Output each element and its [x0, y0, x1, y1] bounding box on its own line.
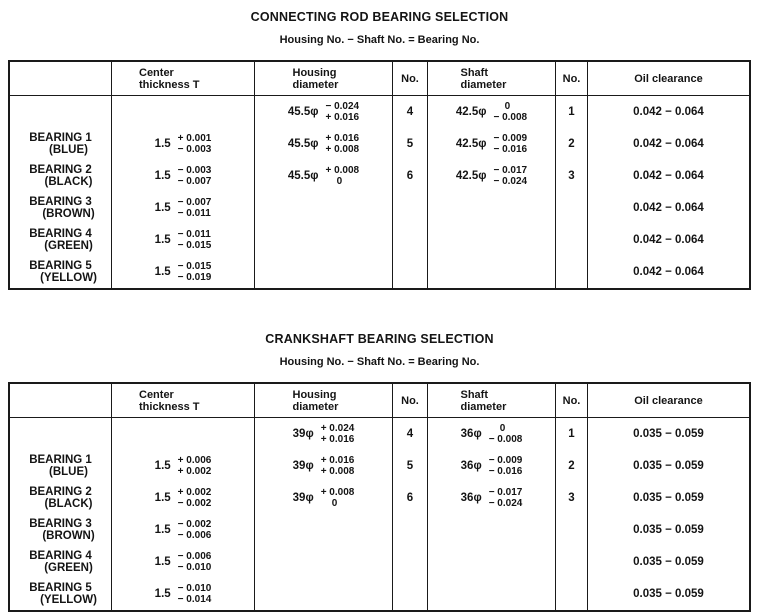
housing-diameter-cell: 45.5φ − 0.024 + 0.016: [287, 101, 360, 123]
thickness-cell: 1.5 − 0.010 − 0.014: [154, 583, 212, 605]
oil-clearance-cell: 0.042 − 0.064: [633, 234, 704, 246]
oil-clearance-cell: 0.035 − 0.059: [633, 524, 704, 536]
thickness-cell: 1.5 + 0.002 − 0.002: [154, 487, 212, 509]
page-title: CONNECTING ROD BEARING SELECTION: [250, 10, 509, 24]
empty-cell: [428, 192, 555, 224]
header-housing-diameter-label: Housing diameter: [292, 66, 339, 91]
thickness-cell: 1.5 − 0.006 − 0.010: [154, 551, 212, 573]
empty-cell: [556, 256, 587, 288]
empty-cell: [255, 224, 392, 256]
oil-clearance-cell: 0.035 − 0.059: [633, 588, 704, 600]
oil-clearance-cell: 0.042 − 0.064: [633, 202, 704, 214]
selection-formula-2: Housing No. − Shaft No. = Bearing No.: [279, 356, 480, 368]
housing-no-cell: 5: [406, 460, 414, 472]
header-housing-diameter: [255, 62, 393, 95]
table-header-row: [10, 384, 749, 418]
shaft-diameter-cell: 36φ 0 − 0.008: [460, 423, 523, 445]
bearing-3-label: BEARING 3 (BROWN): [29, 196, 95, 220]
empty-cell: [10, 418, 111, 450]
empty-cell: [393, 224, 427, 256]
header-housing-no: No.: [393, 62, 428, 95]
header-blank-cell: [10, 62, 112, 95]
empty-cell: [255, 546, 392, 578]
selection-formula: Housing No. − Shaft No. = Bearing No.: [279, 34, 480, 46]
empty-cell: [393, 546, 427, 578]
header-housing-diameter-label: Housing diameter: [292, 388, 339, 413]
oil-clearance-cell: 0.035 − 0.059: [633, 428, 704, 440]
crankshaft-section: [0, 332, 759, 612]
shaft-no-cell: 3: [568, 492, 575, 504]
bearing-2-label: BEARING 2 (BLACK): [29, 486, 93, 510]
bearing-4-label: BEARING 4 (GREEN): [29, 550, 93, 574]
connecting-rod-bearing-table: [8, 60, 751, 290]
shaft-diameter-column: [428, 96, 556, 288]
header-shaft-diameter-label: Shaft diameter: [460, 66, 507, 91]
housing-no-cell: 5: [406, 138, 414, 150]
center-thickness-column: [112, 96, 255, 288]
shaft-diameter-cell: 42.5φ 0 − 0.008: [455, 101, 528, 123]
empty-cell: [556, 224, 587, 256]
shaft-diameter-column: [428, 418, 556, 610]
oil-clearance-column: [588, 96, 749, 288]
shaft-no-cell: 1: [568, 106, 575, 118]
bearing-5-label: BEARING 5 (YELLOW): [29, 582, 97, 606]
empty-cell: [255, 256, 392, 288]
empty-cell: [393, 514, 427, 546]
oil-clearance-cell: 0.035 − 0.059: [633, 492, 704, 504]
shaft-diameter-cell: 42.5φ − 0.017 − 0.024: [455, 165, 528, 187]
housing-diameter-cell: 39φ + 0.008 0: [292, 487, 355, 509]
header-center-thickness-label: Center thickness T: [139, 66, 200, 91]
empty-cell: [255, 514, 392, 546]
header-shaft-diameter-label: Shaft diameter: [460, 388, 507, 413]
header-center-thickness: [112, 384, 255, 417]
shaft-no-column: [556, 96, 588, 288]
thickness-cell: 1.5 − 0.002 − 0.006: [154, 519, 212, 541]
page-title-2: CRANKSHAFT BEARING SELECTION: [265, 332, 494, 346]
empty-cell: [393, 256, 427, 288]
housing-diameter-column: [255, 418, 393, 610]
empty-cell: [428, 256, 555, 288]
shaft-no-cell: 2: [568, 138, 575, 150]
shaft-no-cell: 2: [568, 460, 575, 472]
crankshaft-bearing-table: [8, 382, 751, 612]
thickness-cell: 1.5 + 0.001 − 0.003: [154, 133, 212, 155]
table-header-row: [10, 62, 749, 96]
header-center-thickness: [112, 62, 255, 95]
center-thickness-column: [112, 418, 255, 610]
header-shaft-diameter: [428, 384, 556, 417]
empty-cell: [428, 546, 555, 578]
bearing-3-label: BEARING 3 (BROWN): [29, 518, 95, 542]
header-housing-diameter: [255, 384, 393, 417]
shaft-diameter-cell: 42.5φ − 0.009 − 0.016: [455, 133, 528, 155]
empty-cell: [393, 192, 427, 224]
housing-no-column: [393, 418, 428, 610]
bearing-5-label: BEARING 5 (YELLOW): [29, 260, 97, 284]
housing-diameter-cell: 45.5φ + 0.008 0: [287, 165, 360, 187]
header-oil-clearance: Oil clearance: [634, 72, 703, 85]
thickness-cell: 1.5 − 0.003 − 0.007: [154, 165, 212, 187]
oil-clearance-cell: 0.042 − 0.064: [633, 170, 704, 182]
housing-diameter-column: [255, 96, 393, 288]
bearing-2-label: BEARING 2 (BLACK): [29, 164, 93, 188]
housing-no-cell: 4: [406, 428, 414, 440]
thickness-cell: 1.5 − 0.007 − 0.011: [154, 197, 212, 219]
empty-cell: [428, 514, 555, 546]
oil-clearance-cell: 0.035 − 0.059: [633, 556, 704, 568]
empty-cell: [556, 578, 587, 610]
empty-cell: [428, 578, 555, 610]
thickness-cell: 1.5 + 0.006 + 0.002: [154, 455, 212, 477]
empty-cell: [112, 418, 254, 450]
empty-cell: [10, 96, 111, 128]
shaft-diameter-cell: 36φ − 0.009 − 0.016: [460, 455, 523, 477]
housing-no-column: [393, 96, 428, 288]
header-oil-clearance: Oil clearance: [634, 394, 703, 407]
shaft-diameter-cell: 36φ − 0.017 − 0.024: [460, 487, 523, 509]
thickness-cell: 1.5 − 0.015 − 0.019: [154, 261, 212, 283]
oil-clearance-column: [588, 418, 749, 610]
header-shaft-no: No.: [556, 62, 588, 95]
header-housing-no: No.: [393, 384, 428, 417]
bearing-name-column: [10, 96, 112, 288]
oil-clearance-cell: 0.042 − 0.064: [633, 106, 704, 118]
empty-cell: [255, 192, 392, 224]
header-blank-cell: [10, 384, 112, 417]
housing-no-cell: 6: [406, 170, 414, 182]
table-body: [10, 96, 749, 288]
shaft-no-column: [556, 418, 588, 610]
housing-diameter-cell: 39φ + 0.016 + 0.008: [292, 455, 355, 477]
bearing-4-label: BEARING 4 (GREEN): [29, 228, 93, 252]
bearing-1-label: BEARING 1 (BLUE): [29, 132, 92, 156]
header-shaft-no: No.: [556, 384, 588, 417]
empty-cell: [112, 96, 254, 128]
shaft-no-cell: 1: [568, 428, 575, 440]
empty-cell: [556, 192, 587, 224]
empty-cell: [556, 514, 587, 546]
table-body: [10, 418, 749, 610]
bearing-name-column: [10, 418, 112, 610]
header-center-thickness-label: Center thickness T: [139, 388, 200, 413]
bearing-1-label: BEARING 1 (BLUE): [29, 454, 92, 478]
empty-cell: [393, 578, 427, 610]
header-shaft-diameter: [428, 62, 556, 95]
shaft-no-cell: 3: [568, 170, 575, 182]
connecting-rod-section: [0, 10, 759, 290]
empty-cell: [428, 224, 555, 256]
oil-clearance-cell: 0.035 − 0.059: [633, 460, 704, 472]
housing-diameter-cell: 39φ + 0.024 + 0.016: [292, 423, 355, 445]
empty-cell: [255, 578, 392, 610]
housing-no-cell: 6: [406, 492, 414, 504]
housing-diameter-cell: 45.5φ + 0.016 + 0.008: [287, 133, 360, 155]
housing-no-cell: 4: [406, 106, 414, 118]
empty-cell: [556, 546, 587, 578]
oil-clearance-cell: 0.042 − 0.064: [633, 266, 704, 278]
thickness-cell: 1.5 − 0.011 − 0.015: [154, 229, 212, 251]
oil-clearance-cell: 0.042 − 0.064: [633, 138, 704, 150]
